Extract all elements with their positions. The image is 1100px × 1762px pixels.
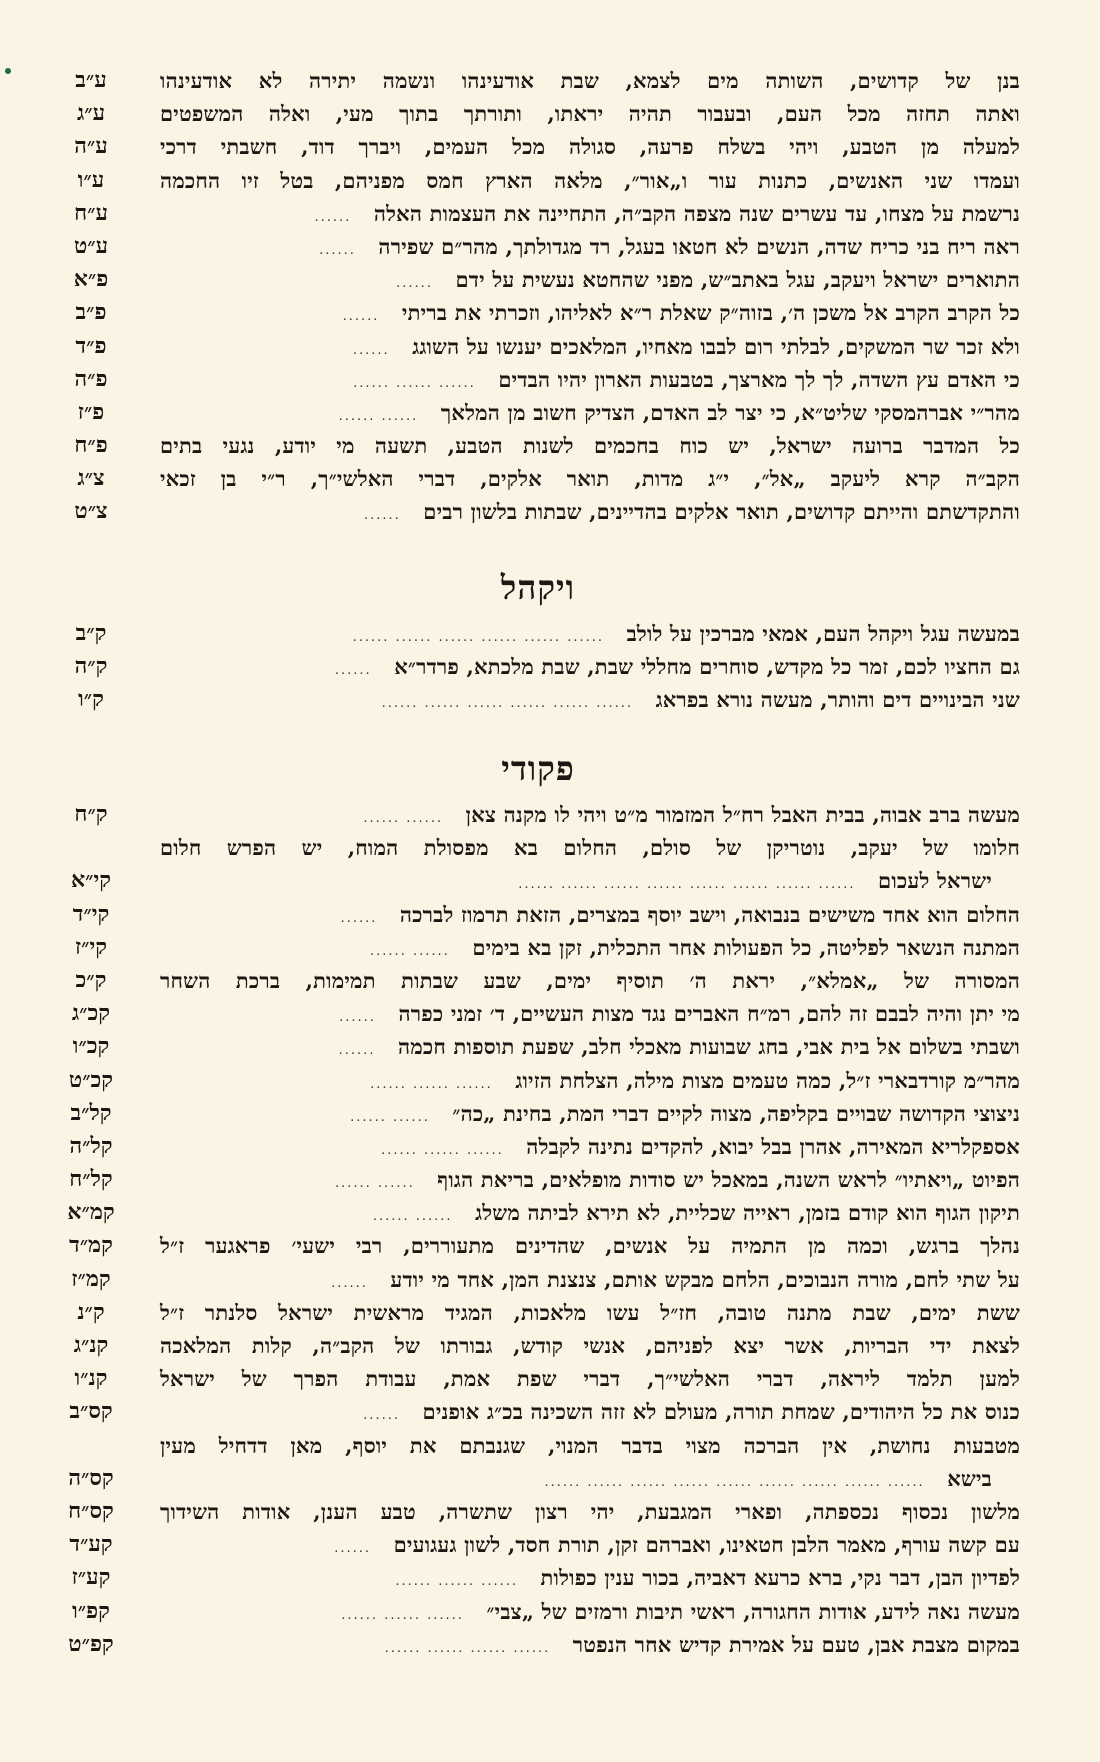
entry-topics xyxy=(160,1628,1020,1665)
entry-text: בנן של קדושים, השותה מים לצמא, שבת אודעינהו ונשמה יתירה לא אודעינהו xyxy=(160,68,1020,93)
leader-dots: ...... ...... ...... ...... ...... ...... ...... ...... ...... xyxy=(544,1474,925,1490)
entry-topics xyxy=(160,997,1020,1034)
entry-topics xyxy=(160,1163,1020,1200)
entry-text: ואתה תחזה מכל העם, ובעבור תהיה יראתו, ותורתך בתוך מעי, ואלה המשפטים xyxy=(160,101,1020,127)
entry-text: התוארים ישראל ויעקב, עגל באתב״ש, מפני שהחטא נעשית על ידם xyxy=(455,267,1020,293)
entry-text: עם קשה עורף, מאמר הלבן חטאינו, ואברהם זקן, תורת חסד, לשון געגועים xyxy=(393,1532,1020,1558)
entry-text: לפדיון הבן, דבר נקי, ברא כרעא דאביה, בכור ענין כפולות xyxy=(540,1565,1020,1591)
page-number: קס״ח xyxy=(68,1497,114,1524)
entry-topics xyxy=(160,1229,1020,1262)
entry-topics xyxy=(160,898,1020,935)
entry-topics xyxy=(160,130,1020,163)
page-number: ע״ה xyxy=(74,133,108,160)
entry-text: ושבתי בשלום אל בית אבי, בחג שבועות מאכלי חלב, שפעת תוספות חכמה xyxy=(398,1034,1020,1060)
entry-topics xyxy=(160,1030,1020,1067)
index-entry xyxy=(56,296,1020,329)
page-number: קל״ב xyxy=(70,1099,112,1126)
index-entry xyxy=(56,1030,1020,1063)
leader-dots: ...... xyxy=(314,209,352,225)
page-number: ע״ג xyxy=(76,100,106,127)
entry-topics xyxy=(160,1263,1020,1300)
entry-text: מלשון נכסוף נכספתה, ופארי המגבעת, יהי רצון שתשרה, טבע הענן, אודות השידוך xyxy=(160,1498,1020,1524)
entry-topics xyxy=(160,1064,1020,1101)
entry-text: ראה ריח בני כריח שדה, הנשים לא חטאו בעגל, רד מגדולתך, מהר״ם שפירה xyxy=(378,233,1020,259)
entry-text: החלום הוא אחד משישים בנבואה, וישב יוסף במצרים, הזאת תרמוז לברכה xyxy=(399,901,1020,927)
page-number: קפ״ו xyxy=(72,1597,110,1624)
page-number: קל״ה xyxy=(69,1132,113,1159)
entry-text: בישא xyxy=(947,1465,992,1491)
leader-dots: ...... ...... xyxy=(335,1176,415,1192)
entry-text: נהלך ברגש, וכמה מן התמיה על אנשים, שהדינים מתעוררים, רבי ישעי׳ פראגער ז״ל xyxy=(160,1233,1020,1259)
entry-text: למען תלמד ליראה, דברי האלשי״ך, דברי שפת אמת, עבודת הפרך של ישראל xyxy=(160,1366,1020,1392)
entry-text: כנוס את כל היהודים, שמחת תורה, מעולם לא זזה השכינה בכ״ג אופנים xyxy=(422,1399,1020,1425)
entry-text: מי יתן והיה לבבם זה להם, רמ״ח האברים נגד מצות העשיים, ד׳ זמני כפרה xyxy=(398,1001,1020,1027)
page-number: ע״ו xyxy=(77,166,105,193)
index-entry xyxy=(56,1462,1020,1495)
page-number: קס״ה xyxy=(68,1464,114,1491)
entry-text: במעשה עגל ויקהל העם, אמאי מברכין על לולב xyxy=(626,621,1020,646)
page-number: ק״ב xyxy=(75,620,107,646)
leader-dots: ...... xyxy=(352,342,390,358)
leader-dots: ...... xyxy=(339,1010,376,1026)
index-entry xyxy=(56,931,1020,964)
entry-topics xyxy=(160,650,1020,687)
entry-text: גם החציו לכם, זמר כל מקדש, סוחרים מחללי שבת, שבת מלכתא, פרדר״א xyxy=(394,654,1020,680)
entry-topics xyxy=(160,296,1020,333)
entry-topics xyxy=(160,864,992,901)
entry-topics xyxy=(160,1097,1020,1134)
page-number: פ״ב xyxy=(75,299,107,326)
entry-text: במקום מצבת אבן, טעם על אמירת קדיש אחר הנפטר xyxy=(572,1631,1020,1657)
entry-text: ניצוצי הקדושה שבויים בקליפה, מצוה לקיים דברי המת, בחינת „כה״ xyxy=(452,1100,1020,1126)
entry-text: המתנה הנשאר לפליטה, כל הפעולות אחר התכלית, זקן בא בימים xyxy=(472,934,1020,960)
index-entry xyxy=(56,495,1020,528)
page-number: ע״ח xyxy=(74,199,108,226)
leader-dots: ...... xyxy=(340,910,378,926)
index-entry xyxy=(56,683,1020,716)
page-number: קמ״ז xyxy=(71,1265,111,1292)
index-entry xyxy=(56,1163,1020,1196)
page-number: קל״ח xyxy=(69,1166,113,1193)
leader-dots: ...... ...... ...... xyxy=(370,1076,493,1092)
index-entry xyxy=(56,197,1020,230)
leader-dots: ...... ...... xyxy=(350,1109,430,1125)
index-section-continuation xyxy=(56,64,1020,529)
entry-topics xyxy=(160,197,1020,234)
page-number: פ״ד xyxy=(75,332,107,359)
leader-dots: ...... xyxy=(363,1408,400,1424)
leader-dots: ...... ...... xyxy=(338,408,419,424)
index-entry xyxy=(56,164,1020,197)
index-entry xyxy=(56,396,1020,429)
index-entry xyxy=(56,1329,1020,1362)
entry-topics xyxy=(160,230,1020,267)
entry-topics xyxy=(160,831,1020,864)
entry-text: ולא זכר שר המשקים, לבלתי רום לבבו מאחיו, המלאכים יענשו על השוגג xyxy=(412,333,1020,359)
index-entry xyxy=(56,330,1020,363)
page-number: ק״כ xyxy=(75,966,107,993)
entry-text: על שתי לחם, מורה הנבוכים, הלחם מבקש אותם, צנצנת המן, אחד מי יודע xyxy=(390,1266,1020,1292)
index-entry xyxy=(56,363,1020,396)
entry-text: נרשמת על מצחו, עד עשרים שנה מצפה הקב״ה, התחיינה את העצמות האלה xyxy=(373,200,1020,226)
entry-topics xyxy=(160,683,1020,720)
page-number: ק״ו xyxy=(78,686,104,713)
entry-text: הקב״ה קרא ליעקב „אל״, י״ג מדות, תואר אלקים, דברי האלשי״ך, ר״י בן זכאי xyxy=(160,466,1020,492)
index-entry xyxy=(56,798,1020,831)
entry-topics xyxy=(160,330,1020,367)
entry-text: ועמדו שני האנשים, כתנות עור ו„אור״, מלאה הארץ חמס מפניהם, בטל זיו החכמה xyxy=(160,167,1020,193)
index-entry xyxy=(56,1495,1020,1528)
leader-dots: ...... ...... ...... ...... xyxy=(384,1640,551,1656)
leader-dots: ...... xyxy=(342,309,380,325)
page-number: קכ״ט xyxy=(68,1066,114,1093)
leader-dots: ...... ...... ...... xyxy=(395,1574,518,1590)
leader-dots: ...... xyxy=(396,276,433,292)
entry-topics xyxy=(160,1595,1020,1632)
index-entry xyxy=(56,617,1020,650)
entry-topics xyxy=(160,263,1020,300)
page-number: קי״ד xyxy=(72,900,110,927)
entry-text: מהר״מ קורדבארי ז״ל, כמה טעמים מצות מילה, הצלחת הזיוג xyxy=(515,1067,1020,1093)
entry-topics xyxy=(160,1362,1020,1395)
leader-dots: ...... ...... ...... ...... ...... ...... xyxy=(381,696,634,712)
index-entry xyxy=(56,1595,1020,1628)
entry-topics xyxy=(160,396,1020,433)
entry-topics xyxy=(160,1329,1020,1362)
page-number: קי״ז xyxy=(74,933,108,960)
page-number: קע״ד xyxy=(69,1531,113,1558)
page-number: צ״ג xyxy=(77,465,105,492)
leader-dots: ...... xyxy=(363,508,401,524)
leader-dots: ...... ...... xyxy=(372,1209,453,1225)
section-heading-pekudei: פקודי xyxy=(501,749,575,788)
index-entry xyxy=(56,64,1020,97)
entry-text: ששת ימים, שבת מתנה טובה, חז״ל עשו מלאכות, המגיד מראשית ישראל סלנתר ז״ל xyxy=(160,1299,1020,1325)
index-entry xyxy=(56,964,1020,997)
entry-topics xyxy=(160,964,1020,997)
entry-topics xyxy=(160,617,1020,654)
index-entry xyxy=(56,1130,1020,1163)
page-number: קי״א xyxy=(70,867,112,894)
page-number: קכ״ו xyxy=(72,1033,110,1060)
index-entry xyxy=(56,1429,1020,1462)
page-number: קס״ב xyxy=(69,1398,113,1425)
entry-topics xyxy=(160,931,1020,968)
index-entry xyxy=(56,263,1020,296)
entry-topics xyxy=(160,1429,1020,1462)
leader-dots: ...... xyxy=(319,242,356,258)
entry-text: כל הקרב הקרב אל משכן ה׳, בזוה״ק שאלת ר״א לאליהו, וזכרתי את בריתי xyxy=(401,300,1020,326)
index-entry xyxy=(56,997,1020,1030)
index-entry xyxy=(56,1561,1020,1594)
entry-text: כל המדבר ברועה ישראל, יש כוח בחכמים לשנות הטבע, תשעה מי יודע, נגעי בתים xyxy=(160,433,1020,459)
index-entry xyxy=(56,1528,1020,1561)
page-number: פ״ז xyxy=(77,398,105,425)
leader-dots: ...... xyxy=(338,1043,376,1059)
leader-dots: ...... ...... ...... ...... ...... ...... ...... ...... xyxy=(518,877,856,893)
page-number: ק״נ xyxy=(77,1298,105,1325)
index-section-pekudei xyxy=(56,798,1020,1661)
leader-dots: ...... ...... xyxy=(370,943,450,959)
leader-dots: ...... ...... ...... ...... ...... ...... xyxy=(352,630,605,645)
leader-dots: ...... xyxy=(334,663,372,679)
entry-topics xyxy=(160,1495,1020,1528)
entry-text: מטבעות נחושת, אין הברכה מצוי בדבר המנוי, שגנבתם את יוסף, מאן דדחיל מעין xyxy=(160,1432,1020,1458)
page-number: ע״ב xyxy=(75,67,107,93)
entry-topics xyxy=(160,1296,1020,1329)
page-number: ק״ח xyxy=(74,801,108,827)
index-entry xyxy=(56,864,1020,897)
entry-topics xyxy=(160,798,1020,835)
page-number: ק״ה xyxy=(74,653,108,680)
page-number: ע״ט xyxy=(73,232,109,259)
index-section-vayakhel xyxy=(56,617,1020,717)
entry-text: ישראל לעכום xyxy=(878,868,992,894)
leader-dots: ...... ...... ...... xyxy=(381,1142,504,1158)
paper-speck xyxy=(5,68,11,74)
entry-text: כי האדם עץ השדה, לך לך מארצך, בטבעות הארון יהיו הבדים xyxy=(498,366,1020,392)
entry-topics xyxy=(160,1130,1020,1167)
page-number: פ״א xyxy=(73,266,109,293)
page-number: קע״ז xyxy=(71,1564,111,1591)
page-number: קמ״א xyxy=(67,1199,115,1226)
leader-dots: ...... xyxy=(334,1541,372,1557)
index-entry xyxy=(56,831,1020,864)
section-heading-vayakhel: ויקהל xyxy=(500,568,576,607)
entry-text: לצאת ידי הבריות, אשר יצא לפניהם, אנשי קודש, גבורתו של הקב״ה, קלות המלאכה xyxy=(160,1333,1020,1358)
leader-dots: ...... ...... xyxy=(363,811,444,826)
index-entry xyxy=(56,130,1020,163)
entry-topics xyxy=(160,97,1020,130)
entry-text: תיקון הגוף הוא קודם בזמן, ראייה שכליית, לא תירא לביתה משלג xyxy=(475,1200,1020,1226)
index-entry xyxy=(56,429,1020,462)
entry-topics xyxy=(160,1462,992,1499)
index-entry xyxy=(56,898,1020,931)
entry-text: שני הבינויים דים והותר, מעשה נורא בפראג xyxy=(655,687,1020,713)
entry-topics xyxy=(160,495,1020,532)
page-number: קנ״ג xyxy=(73,1332,109,1358)
index-entry xyxy=(56,1196,1020,1229)
page-number: קפ״ט xyxy=(68,1630,114,1657)
index-entry xyxy=(56,1628,1020,1661)
leader-dots: ...... ...... ...... xyxy=(341,1607,464,1623)
entry-topics xyxy=(160,462,1020,495)
page-number: קנ״ו xyxy=(74,1365,108,1392)
entry-topics xyxy=(160,1528,1020,1565)
entry-text: מהר״י אברהמסקי שליט״א, כי יצר לב האדם, הצדיק חשוב מן המלאך xyxy=(440,399,1020,425)
entry-text: אספקלריא המאירה, אהרן בבל יבוא, להקדים נתינה לקבלה xyxy=(526,1133,1020,1159)
index-entry xyxy=(56,1296,1020,1329)
index-entry xyxy=(56,1229,1020,1262)
index-entry xyxy=(56,97,1020,130)
leader-dots: ...... xyxy=(331,1275,368,1291)
entry-topics xyxy=(160,363,1020,400)
entry-topics xyxy=(160,1561,1020,1598)
page-number: קכ״ג xyxy=(71,1000,111,1027)
index-entry xyxy=(56,1362,1020,1395)
entry-text: הפיוט „ויאתיו״ לראש השנה, במאכל יש סודות מופלאים, בריאת הגוף xyxy=(437,1167,1020,1193)
index-entry xyxy=(56,1064,1020,1097)
entry-text: למעלה מן הטבע, ויהי בשלח פרעה, סגולה מכל העמים, ויברך דוד, חשבתי דרכי xyxy=(160,134,1020,160)
entry-topics xyxy=(160,1395,1020,1432)
page-number: צ״ט xyxy=(74,498,108,525)
entry-text: מעשה נאה לידע, אודות החגורה, ראשי תיבות ורמזים של „צבי״ xyxy=(486,1598,1020,1624)
page-number: פ״ה xyxy=(74,365,108,392)
entry-text: והתקדשתם והייתם קדושים, תואר אלקים בהדיינים, שבתות בלשון רבים xyxy=(423,499,1020,525)
entry-topics xyxy=(160,1196,1020,1233)
page-number: קמ״ד xyxy=(69,1232,113,1259)
page-number: פ״ח xyxy=(74,432,108,459)
entry-topics xyxy=(160,64,1020,97)
entry-topics xyxy=(160,164,1020,197)
index-entry xyxy=(56,650,1020,683)
index-entry xyxy=(56,462,1020,495)
index-entry xyxy=(56,1097,1020,1130)
entry-topics xyxy=(160,429,1020,462)
entry-text: חלומו של יעקב, נוטריקן של סולם, החלום בא מפסולת המוח, יש הפרש חלום xyxy=(160,835,1020,861)
index-entry xyxy=(56,1263,1020,1296)
index-entry xyxy=(56,1395,1020,1428)
entry-text: מעשה ברב אבוה, בבית האבל רח״ל המזמור מ״ט ויהי לו מקנה צאן xyxy=(465,802,1020,827)
entry-text: המסורה של „אמלא״, יראת ה׳ תוסיף ימים, שבע שבתות תמימות, ברכת השחר xyxy=(160,967,1020,993)
index-entry xyxy=(56,230,1020,263)
leader-dots: ...... ...... ...... xyxy=(353,375,476,391)
